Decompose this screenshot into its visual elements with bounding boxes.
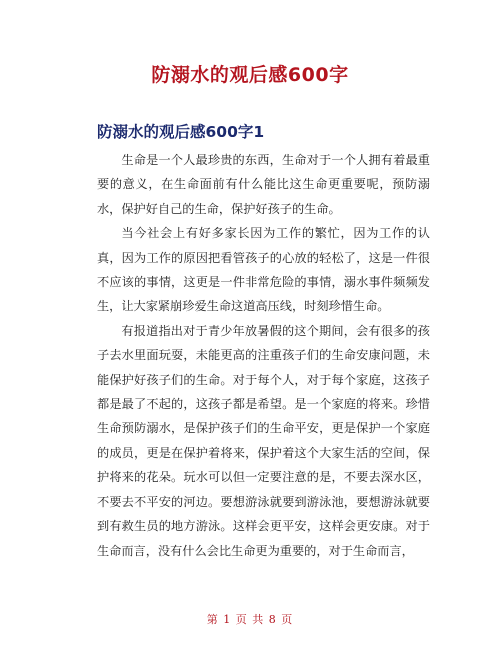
paragraph-1: 生命是一个人最珍贵的东西，生命对于一个人拥有着最重要的意义，在生命面前有什么能比这生命更重要呢，预防溺水，保护好自己的生命，保护好孩子的生命。 — [97, 153, 430, 216]
page-footer: 第 1 页 共 8 页 — [206, 613, 294, 626]
document-title: 防溺水的观后感600字 — [151, 64, 349, 86]
body-text — [97, 148, 430, 563]
section-heading: 防溺水的观后感600字1 — [97, 123, 265, 141]
paragraph-3: 有报道指出对于青少年放暑假的这个期间，会有很多的孩子去水里面玩耍，未能更高的注重孩子们的生命安康问题，未能保护好孩子们的生命。对于每个人，对于每个家庭，这孩子都是最了不起的，这孩子都是希望。是一个家庭的将来。珍惜生命预防溺水，是保护孩子们的生命平安，更是保护一个家庭的成员，更是在保护着将来，保护着这个大家生活的空间，保护将来的花朵。玩水可以但一定要注意的是，不要去深水区，不要去不平安的河边。要想游泳就要到游泳池，要想游泳就要到有救生员的地方游泳。这样会更平安，这样会更安康。对于生命而言，没有什么会比生命更为重要的，对于生命而言， — [97, 323, 430, 558]
paragraph-2: 当今社会上有好多家长因为工作的繁忙，因为工作的认真，因为工作的原因把看管孩子的心放的轻松了，这是一件很不应该的事情，这更是一件非常危险的事情，溺水事件频频发生，让大家紧崩珍爱生命这道高压线，时刻珍惜生命。 — [97, 226, 430, 314]
